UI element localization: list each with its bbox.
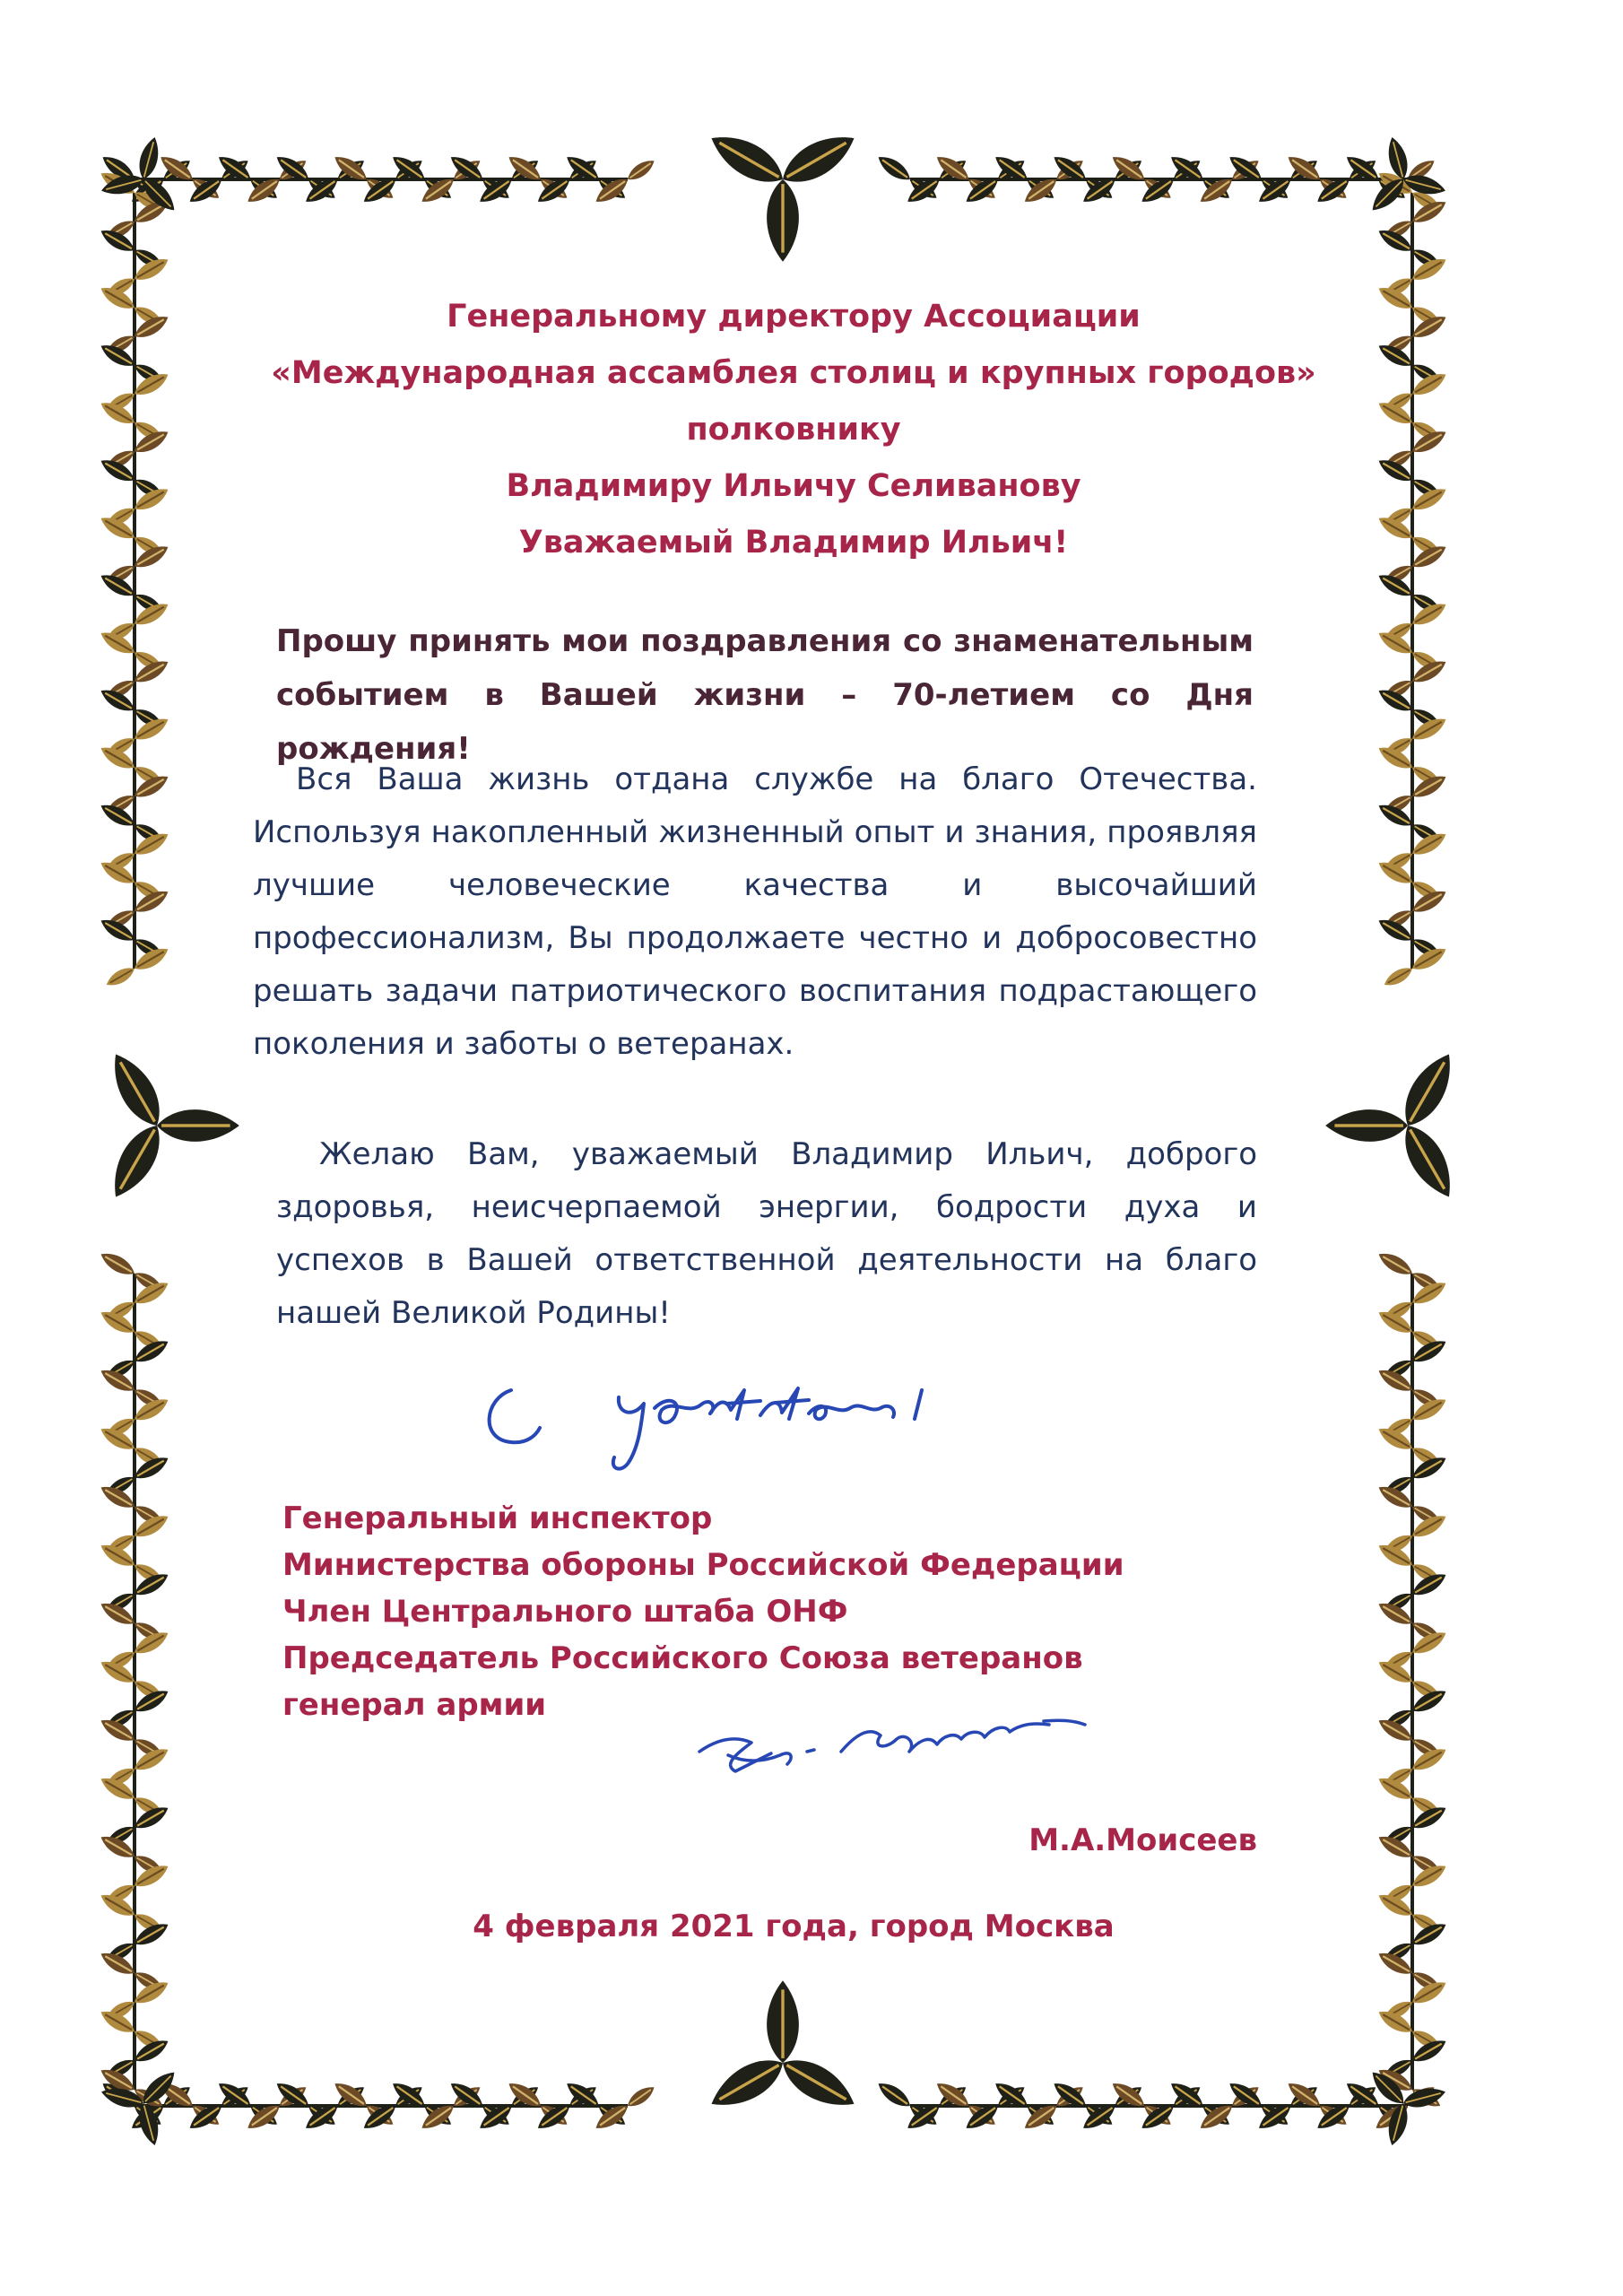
- oak-leaf-cluster-icon: [102, 1047, 239, 1205]
- date-place: 4 февраля 2021 года, город Москва: [473, 1909, 1115, 1944]
- oak-leaf-cluster-icon: [704, 125, 863, 262]
- signatory-title: Министерства обороны Российской Федерации: [282, 1547, 1124, 1583]
- signatory-title: Председатель Российского Союза ветеранов: [282, 1640, 1083, 1676]
- signatory-name: М.А.Моисеев: [1028, 1822, 1257, 1858]
- oak-leaf-cluster-icon: [93, 129, 204, 240]
- oak-leaf-icon: [98, 1248, 139, 1280]
- addressee-line: Генеральному директору Ассоциации: [447, 299, 1141, 335]
- body-paragraph: Вся Ваша жизнь отдана службе на благо Отечества. Используя накопленный жизненный опыт и знания, проявляя лучшие человеческие качества и высочайший профессионализм, Вы продолжаете честно и добросовестно решать задачи патриотического воспитания подрастающего поколения и заботы о ветеранах.: [253, 761, 1257, 1062]
- oak-leaf-icon: [1376, 1248, 1417, 1280]
- signatory-title: Член Центрального штаба ОНФ: [282, 1594, 848, 1630]
- oak-leaf-cluster-icon: [704, 1980, 863, 2118]
- signature: [681, 1700, 1103, 1798]
- addressee-line: Владимиру Ильичу Селиванову: [506, 468, 1081, 504]
- oak-leaf-icon: [1381, 963, 1415, 990]
- signatory-titles: [282, 1495, 1179, 1728]
- oak-leaf-icon: [103, 963, 137, 990]
- handwritten-closing: [475, 1363, 977, 1480]
- oak-leaf-icon: [874, 152, 915, 186]
- oak-leaf-icon: [624, 2083, 657, 2111]
- addressee-block: [224, 289, 1363, 515]
- oak-leaf-cluster-icon: [1325, 1047, 1462, 1205]
- signatory-title: генерал армии: [282, 1687, 547, 1723]
- addressee-line: полковнику: [686, 412, 901, 448]
- greeting: Уважаемый Владимир Ильич!: [518, 525, 1069, 561]
- signatory-title: Генеральный инспектор: [282, 1500, 713, 1536]
- body-paragraph: Желаю Вам, уважаемый Владимир Ильич, доброго здоровья, неисчерпаемой энергии, бодрости духа и успехов в Вашей ответственной деятельности на благо нашей Великой Родины!: [276, 1136, 1257, 1331]
- intro-paragraph: Прошу принять мои поздравления со знаменательным событием в Вашей жизни – 70-летием со Дня рождения!: [276, 623, 1254, 767]
- oak-leaf-icon: [624, 156, 657, 185]
- oak-leaf-icon: [874, 2078, 915, 2112]
- addressee-line: «Международная ассамблея столиц и крупных городов»: [271, 355, 1316, 391]
